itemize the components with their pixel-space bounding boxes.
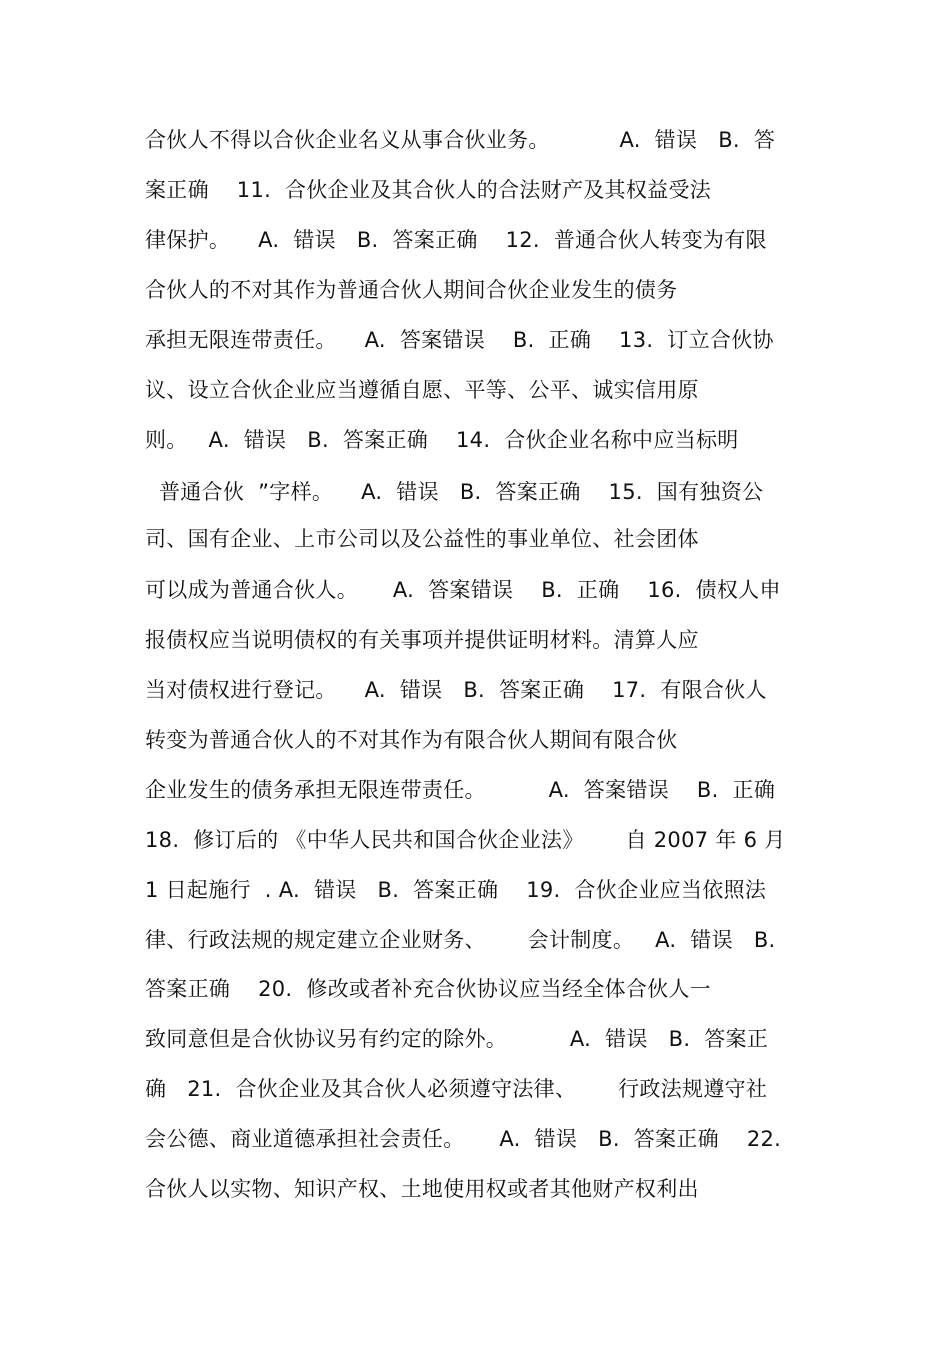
text-line: 可以成为普通合伙人。 A. 答案错误 B. 正确 16. 债权人申 [145, 578, 781, 602]
text-line: 当对债权进行登记。 A. 错误 B. 答案正确 17. 有限合伙人 [145, 678, 767, 702]
text-line: 1 日起施行 . A. 错误 B. 答案正确 19. 合伙企业应当依照法 [145, 878, 767, 902]
text-line: 案正确 11. 合伙企业及其合伙人的合法财产及其权益受法 [145, 178, 712, 202]
text-line: 18. 修订后的 《中华人民共和国合伙企业法》 自 2007 年 6 月 [145, 828, 786, 852]
text-line: 普通合伙 ”字样。 A. 错误 B. 答案正确 15. 国有独资公 [145, 480, 764, 504]
text-line: 则。 A. 错误 B. 答案正确 14. 合伙企业名称中应当标明 [145, 428, 739, 452]
text-line: 转变为普通合伙人的不对其作为有限合伙人期间有限合伙 [145, 728, 678, 752]
text-line: 答案正确 20. 修改或者补充合伙协议应当经全体合伙人一 [145, 977, 712, 1001]
text-line: 会公德、商业道德承担社会责任。 A. 错误 B. 答案正确 22. [145, 1127, 782, 1151]
text-line: 议、设立合伙企业应当遵循自愿、平等、公平、诚实信用原 [145, 378, 699, 402]
text-line: 律、行政法规的规定建立企业财务、 会计制度。 A. 错误 B. [145, 928, 776, 952]
text-line: 企业发生的债务承担无限连带责任。 A. 答案错误 B. 正确 [145, 778, 776, 802]
text-line: 律保护。 A. 错误 B. 答案正确 12. 普通合伙人转变为有限 [145, 228, 767, 252]
text-line: 确 21. 合伙企业及其合伙人必须遵守法律、 行政法规遵守社 [145, 1077, 768, 1101]
text-line: 司、国有企业、上市公司以及公益性的事业单位、社会团体 [145, 527, 699, 551]
text-line: 承担无限连带责任。 A. 答案错误 B. 正确 13. 订立合伙协 [145, 328, 774, 352]
text-line: 合伙人以实物、知识产权、土地使用权或者其他财产权利出 [145, 1177, 699, 1201]
text-line: 合伙人的不对其作为普通合伙人期间合伙企业发生的债务 [145, 278, 678, 302]
text-line: 报债权应当说明债权的有关事项并提供证明材料。清算人应 [145, 628, 699, 652]
text-line: 合伙人不得以合伙企业名义从事合伙业务。 A. 错误 B. 答 [145, 128, 776, 152]
text-line: 致同意但是合伙协议另有约定的除外。 A. 错误 B. 答案正 [145, 1027, 769, 1051]
